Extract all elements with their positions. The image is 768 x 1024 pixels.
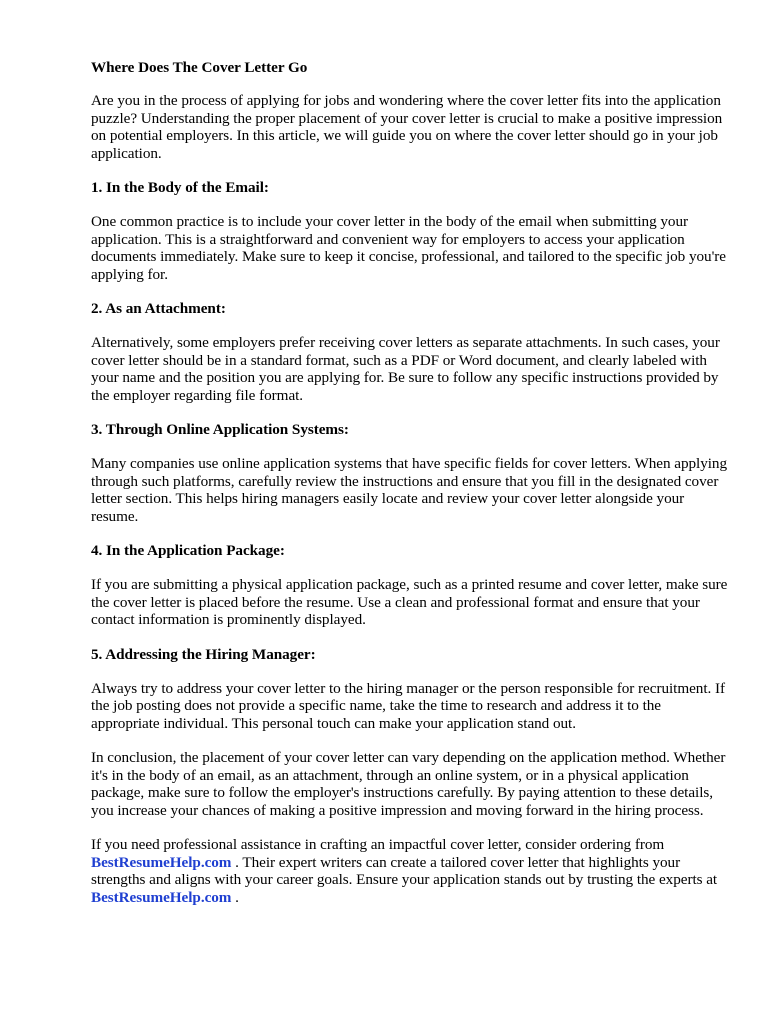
closing-text-before-link: If you need professional assistance in crafting an impactful cover letter, consider ordering from [91, 836, 665, 853]
section-body-online-systems: Many companies use online application systems that have specific fields for cover letters. When applying through such platforms, carefully review the instructions and ensure that you fill in the designated cover letter section. This helps hiring managers easily locate and review your cover letter alongside your resume. [91, 455, 728, 525]
best-resume-help-link-2[interactable]: BestResumeHelp.com [91, 888, 232, 906]
section-body-email-body: One common practice is to include your cover letter in the body of the email when submitting your application. This is a straightforward and convenient way for employers to access your application documents immediately. Make sure to keep it concise, professional, and tailored to the specific job you're applying for. [91, 213, 726, 283]
closing-paragraph [91, 836, 731, 906]
section-heading-online-systems: 3. Through Online Application Systems: [91, 421, 349, 438]
closing-text-after: . [231, 888, 239, 906]
section-heading-hiring-manager: 5. Addressing the Hiring Manager: [91, 645, 316, 663]
document-page [91, 59, 731, 923]
intro-paragraph: Are you in the process of applying for jobs and wondering where the cover letter fits into the application puzzle? Understanding the proper placement of your cover letter is crucial to make a positive impression on potential employers. In this article, we will guide you on where the cover letter should go in your job application. [91, 92, 723, 162]
section-heading-attachment: 2. As an Attachment: [91, 300, 226, 317]
closing-text-between: . Their expert writers can create a tailored cover letter that highlights your strengths and aligns with your career goals. Ensure your application stands out by trusting the experts at [91, 853, 718, 888]
section-body-attachment: Alternatively, some employers prefer receiving cover letters as separate attachments. In such cases, your cover letter should be in a standard format, such as a PDF or Word document, and clearly labeled with your name and the position you are applying for. Be sure to follow any specific instructions provided by the employer regarding file format. [91, 334, 720, 404]
document-title: Where Does The Cover Letter Go [91, 59, 308, 76]
section-body-application-package: If you are submitting a physical application package, such as a printed resume and cover letter, make sure the cover letter is placed before the resume. Use a clean and professional format and ensure that your contact information is prominently displayed. [91, 576, 728, 628]
conclusion-paragraph: In conclusion, the placement of your cover letter can vary depending on the application method. Whether it's in the body of an email, as an attachment, through an online system, or in a physical application package, make sure to follow the employer's instructions carefully. By paying attention to these details, you increase your chances of making a positive impression and moving forward in the hiring process. [91, 749, 726, 819]
section-body-hiring-manager: Always try to address your cover letter to the hiring manager or the person responsible for recruitment. If the job posting does not provide a specific name, take the time to research and address it to the appropriate individual. This personal touch can make your application stand out. [91, 679, 726, 732]
best-resume-help-link[interactable]: BestResumeHelp.com [91, 853, 232, 871]
section-heading-application-package: 4. In the Application Package: [91, 542, 285, 559]
section-heading-email-body: 1. In the Body of the Email: [91, 179, 269, 196]
